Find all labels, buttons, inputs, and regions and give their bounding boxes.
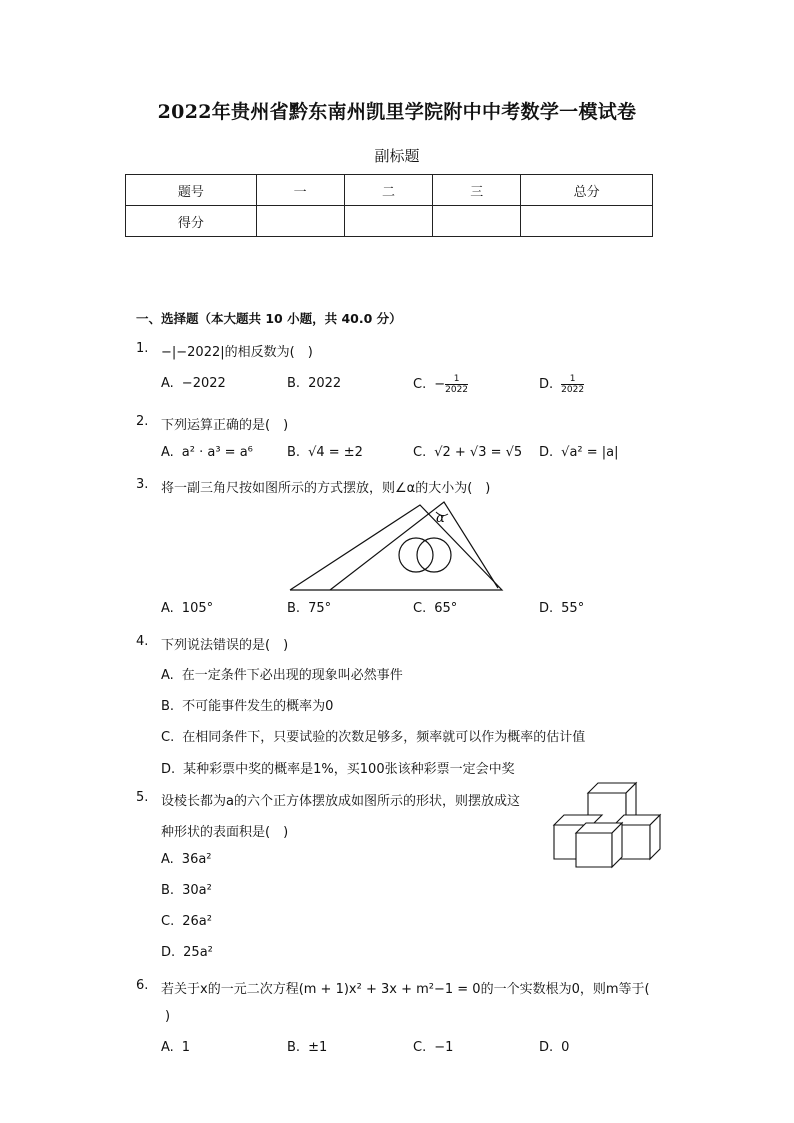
option-d (539, 601, 584, 616)
option-label: A. (161, 445, 174, 460)
option-d (539, 445, 619, 460)
option-label: C. (161, 914, 175, 929)
option-label: C. (413, 377, 427, 392)
score-header-cell: 一 (256, 175, 344, 206)
score-header-cell: 三 (433, 175, 521, 206)
option-d (161, 758, 515, 777)
option-text: a² · a³ = a⁶ (181, 445, 253, 460)
triangle-ruler-2 (330, 502, 498, 590)
page-subtitle: 副标题 (374, 147, 420, 165)
option-d (539, 1040, 569, 1055)
section-heading: 一、选择题（本大题共 10 小题，共 40.0 分） (136, 311, 402, 326)
option-text: 36a² (181, 852, 212, 867)
option-text: √a² = |a| (561, 445, 619, 460)
option-text: −1 (434, 1040, 454, 1055)
score-header-cell: 总分 (521, 175, 653, 206)
question-text-line2: ) (165, 1009, 171, 1024)
option-text: −2022 (181, 376, 226, 391)
option-text: 55° (561, 601, 585, 616)
fraction-denominator: 2022 (561, 385, 585, 395)
page-title: 2022年贵州省黔东南州凯里学院附中中考数学一模试卷 (157, 101, 637, 123)
question-number: 1. (136, 341, 149, 356)
option-label: B. (287, 1040, 301, 1055)
option-label: D. (539, 601, 554, 616)
option-text: 25a² (183, 945, 213, 960)
ruler-hole-circle (417, 538, 451, 572)
option-label: C. (413, 445, 427, 460)
option-a (161, 852, 212, 867)
option-a (161, 445, 253, 460)
score-table (125, 174, 653, 237)
question-number: 4. (136, 634, 149, 649)
option-text: 某种彩票中奖的概率是1%，买100张该种彩票一定会中奖 (183, 762, 515, 777)
option-label: C. (161, 730, 175, 745)
option-text: ±1 (308, 1040, 328, 1055)
option-c (413, 601, 457, 616)
question-text: 下列运算正确的是( ) (161, 418, 289, 433)
option-label: D. (161, 945, 176, 960)
cubes-figure (552, 781, 662, 869)
option-c (413, 445, 522, 460)
score-header-cell: 二 (344, 175, 433, 206)
option-text: 105° (181, 601, 214, 616)
option-label: D. (161, 762, 176, 777)
score-table-score-row (126, 206, 653, 237)
question-text: 将一副三角尺按如图所示的方式摆放，则∠α的大小为( ) (161, 481, 491, 496)
option-b (287, 445, 363, 460)
option-a (161, 664, 403, 683)
option-text: 0 (561, 1040, 570, 1055)
score-cell (521, 206, 653, 237)
option-text: − (434, 377, 446, 392)
option-text: 26a² (182, 914, 212, 929)
option-label: D. (539, 1040, 554, 1055)
option-label: A. (161, 1040, 174, 1055)
option-text: √2 + √3 = √5 (434, 445, 523, 460)
option-b (287, 376, 341, 391)
fraction-numerator: 1 (445, 374, 468, 385)
option-text: 65° (434, 601, 458, 616)
option-text: 75° (308, 601, 332, 616)
question-text: 下列说法错误的是( ) (161, 638, 289, 653)
option-label: D. (539, 445, 554, 460)
question-number: 2. (136, 414, 149, 429)
fraction (445, 374, 468, 395)
triangle-rulers-figure (286, 500, 504, 594)
option-c (413, 374, 468, 395)
option-label: A. (161, 852, 174, 867)
option-d (161, 945, 213, 960)
fraction (561, 374, 584, 395)
score-cell (344, 206, 433, 237)
question-text-line1: 设棱长都为a的六个正方体摆放成如图所示的形状，则摆放成这 (161, 794, 520, 809)
option-label: B. (161, 883, 175, 898)
option-label: B. (287, 601, 301, 616)
option-label: B. (287, 445, 301, 460)
option-label: B. (287, 376, 301, 391)
score-header-cell: 题号 (126, 175, 257, 206)
score-row-label: 得分 (126, 206, 257, 237)
option-text: 在一定条件下必出现的现象叫必然事件 (181, 668, 403, 683)
question-text-line2: 种形状的表面积是( ) (161, 825, 289, 840)
option-text: 30a² (182, 883, 212, 898)
option-label: A. (161, 376, 174, 391)
option-a (161, 1040, 190, 1055)
score-cell (433, 206, 521, 237)
fraction-denominator: 2022 (445, 385, 469, 395)
option-label: A. (161, 668, 174, 683)
score-table-header-row (126, 175, 653, 206)
option-c (413, 1040, 453, 1055)
option-c (161, 914, 212, 929)
option-text: 1 (181, 1040, 191, 1055)
question-text: −|−2022|的相反数为( ) (161, 345, 313, 360)
ruler-hole-circle (399, 538, 433, 572)
option-b (161, 695, 333, 714)
question-text-line1: 若关于x的一元二次方程(m + 1)x² + 3x + m²−1 = 0的一个实数根为0，则m等于( (161, 982, 650, 997)
question-number: 5. (136, 790, 149, 805)
triangle-ruler-1 (290, 505, 502, 590)
option-label: C. (413, 1040, 427, 1055)
option-b (287, 1040, 327, 1055)
question-number: 6. (136, 978, 149, 993)
option-label: B. (161, 699, 175, 714)
option-text: √4 = ±2 (308, 445, 363, 460)
fraction-numerator: 1 (561, 374, 584, 385)
angle-alpha-label: α (436, 511, 445, 526)
option-a (161, 376, 226, 391)
option-label: A. (161, 601, 174, 616)
score-cell (256, 206, 344, 237)
option-d (539, 374, 584, 395)
option-b (287, 601, 331, 616)
option-c (161, 726, 585, 745)
option-text: 不可能事件发生的概率为0 (182, 699, 334, 714)
option-a (161, 601, 213, 616)
question-number: 3. (136, 477, 149, 492)
option-text: 2022 (308, 376, 342, 391)
option-text: 在相同条件下，只要试验的次数足够多，频率就可以作为概率的估计值 (182, 730, 586, 745)
cube-face (576, 833, 612, 867)
option-label: D. (539, 377, 554, 392)
option-label: C. (413, 601, 427, 616)
option-b (161, 883, 212, 898)
